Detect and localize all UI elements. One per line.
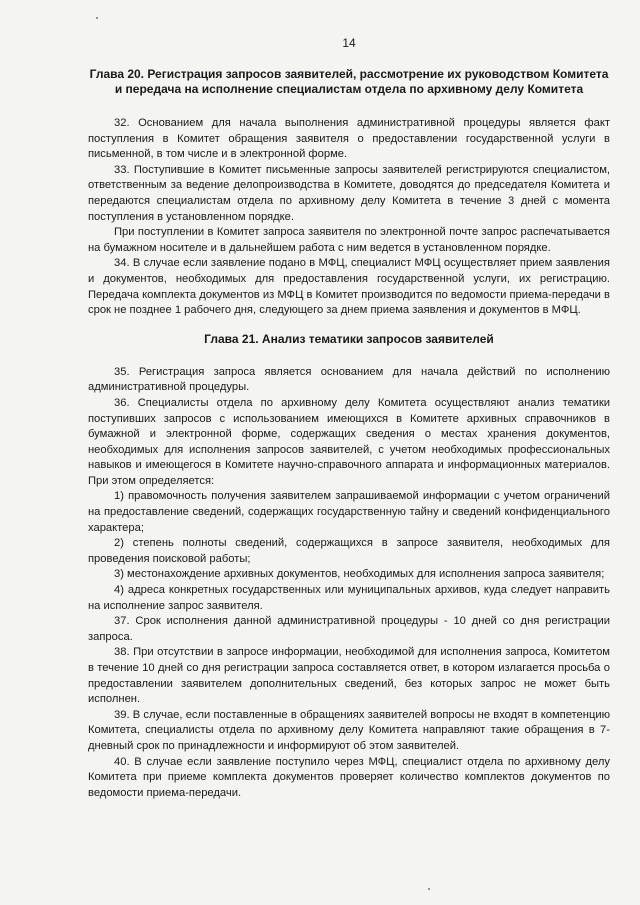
scan-speck (96, 17, 98, 19)
paragraph-39: 39. В случае, если поставленные в обращениях заявителей вопросы не входят в компетенцию Комитета, специалисты отдела по архивному делу Комитета направляют такие обращения в 7-дневный срок по принадлежности и информируют об этом заявителей. (88, 708, 610, 752)
scan-speck (428, 888, 430, 890)
paragraph-38: 38. При отсутствии в запросе информации, необходимой для исполнения запроса, Комитетом в течение 10 дней со дня регистрации запроса составляется ответ, в котором излагается просьба о предоставлении заявителем дополнительных сведений, без которых запрос не может быть исполнен. (88, 646, 610, 706)
paragraph-33: 33. Поступившие в Комитет письменные запросы заявителей регистрируются специалистом, ответственным за ведение делопроизводства в Комитете, доводятся до председателя Комитета и передаются специалистам отдела по архивному делу Комитета в течение 3 дней с момента поступления в установленном порядке. (88, 163, 610, 223)
paragraph-34: 34. В случае если заявление подано в МФЦ, специалист МФЦ осуществляет прием заявления и документов, необходимых для предоставления государственной услуги, их регистрацию. Передача комплекта документов из МФЦ в Комитет производится по ведомости приема-передачи в срок не позднее 1 рабочего дня, следующего за днем приема заявления и документов в МФЦ. (88, 257, 610, 317)
paragraph-40: 40. В случае если заявление поступило через МФЦ, специалист отдела по архивному делу Комитета при приеме комплекта документов проверяет количество комплектов документов по ведомости приема-передачи. (88, 755, 610, 799)
paragraph-36: 36. Специалисты отдела по архивному делу Комитета осуществляют анализ тематики поступивших запросов с использованием имеющихся в Комитете архивных справочников в бумажной и электронной форме, содержащих сведения о местах хранения документов, необходимых для исполнения запросов заявителей, с учетом необходимых профессиональных навыков и имеющегося в Комитете научно-справочного аппарата и информационных материалов. При этом определяется: (88, 396, 610, 487)
paragraph-36-item-1: 1) правомочность получения заявителем запрашиваемой информации с учетом ограничений на предоставление сведений, содержащих государственную тайну и сведений конфиденциального характера; (88, 490, 610, 534)
paragraph-36-item-3: 3) местонахождение архивных документов, необходимых для исполнения запроса заявителя; (114, 568, 605, 581)
paragraph-35: 35. Регистрация запроса является основанием для начала действий по исполнению административной процедуры. (88, 365, 610, 394)
page-number: 14 (342, 36, 356, 50)
paragraph-32: 32. Основанием для начала выполнения административной процедуры является факт поступления в Комитет обращения заявителя о предоставлении государственной услуги в письменной, в том числе и в электронной форме. (88, 117, 610, 161)
paragraph-37: 37. Срок исполнения данной административной процедуры - 10 дней со дня регистрации запроса. (88, 615, 610, 643)
paragraph-33-email: При поступлении в Комитет запроса заявителя по электронной почте запрос распечатывается на бумажном носителе и в дальнейшем работа с ним ведется в установленном порядке. (88, 226, 610, 254)
paragraph-36-item-4: 4) адреса конкретных государственных или муниципальных архивов, куда следует направить на исполнение запрос заявителя. (88, 584, 610, 612)
chapter-21-title: Глава 21. Анализ тематики запросов заявителей (204, 331, 494, 346)
paragraph-36-item-2: 2) степень полноты сведений, содержащихся в запросе заявителя, необходимых для проведения поисковой работы; (88, 537, 610, 565)
chapter-20-title: Глава 20. Регистрация запросов заявителей, рассмотрение их руководством Комитета и передача на исполнение специалистам отдела по архивному делу Комитета (89, 67, 609, 96)
